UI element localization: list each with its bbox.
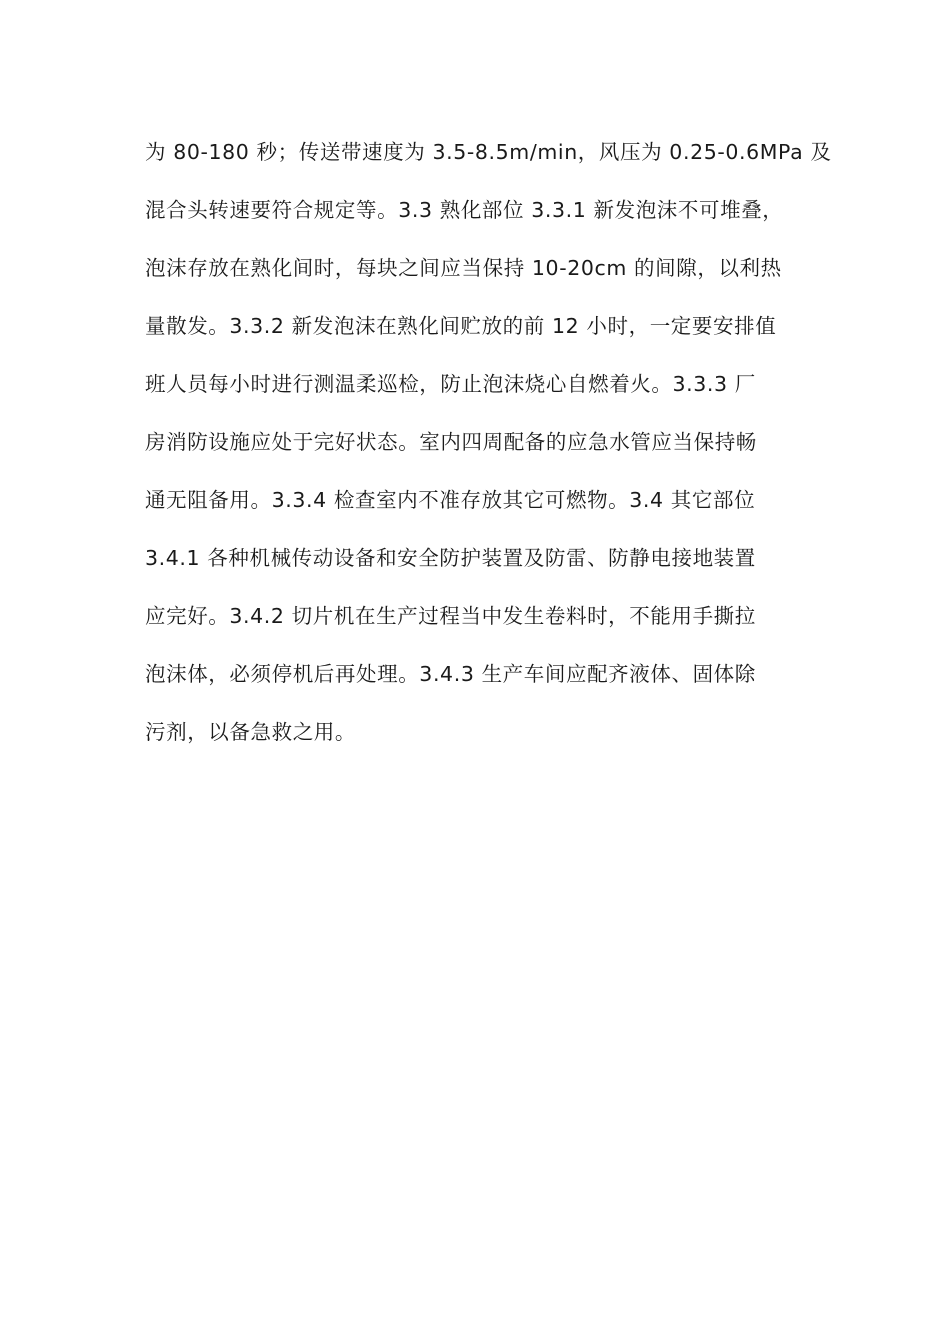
text-line-6: 房消防设施应处于完好状态。室内四周配备的应急水管应当保持畅	[145, 430, 757, 454]
text-line-8: 3.4.1 各种机械传动设备和安全防护装置及防雷、防静电接地装置	[145, 546, 756, 570]
text-line-4: 量散发。3.3.2 新发泡沫在熟化间贮放的前 12 小时，一定要安排值	[145, 314, 777, 338]
text-line-3: 泡沫存放在熟化间时，每块之间应当保持 10-20cm 的间隙，以利热	[145, 256, 782, 280]
text-line-2: 混合头转速要符合规定等。3.3 熟化部位 3.3.1 新发泡沫不可堆叠，	[145, 198, 784, 222]
text-line-11: 污剂，以备急救之用。	[145, 720, 356, 744]
body-paragraph	[145, 130, 832, 768]
text-line-9: 应完好。3.4.2 切片机在生产过程当中发生卷料时，不能用手撕拉	[145, 604, 756, 628]
text-line-7: 通无阻备用。3.3.4 检查室内不准存放其它可燃物。3.4 其它部位	[145, 488, 756, 512]
text-line-5: 班人员每小时进行测温柔巡检，防止泡沫烧心自燃着火。3.3.3 厂	[145, 372, 756, 396]
text-line-10: 泡沫体，必须停机后再处理。3.4.3 生产车间应配齐液体、固体除	[145, 662, 756, 686]
text-line-1: 为 80-180 秒；传送带速度为 3.5-8.5m/min，风压为 0.25-0.6MPa 及	[145, 140, 832, 164]
